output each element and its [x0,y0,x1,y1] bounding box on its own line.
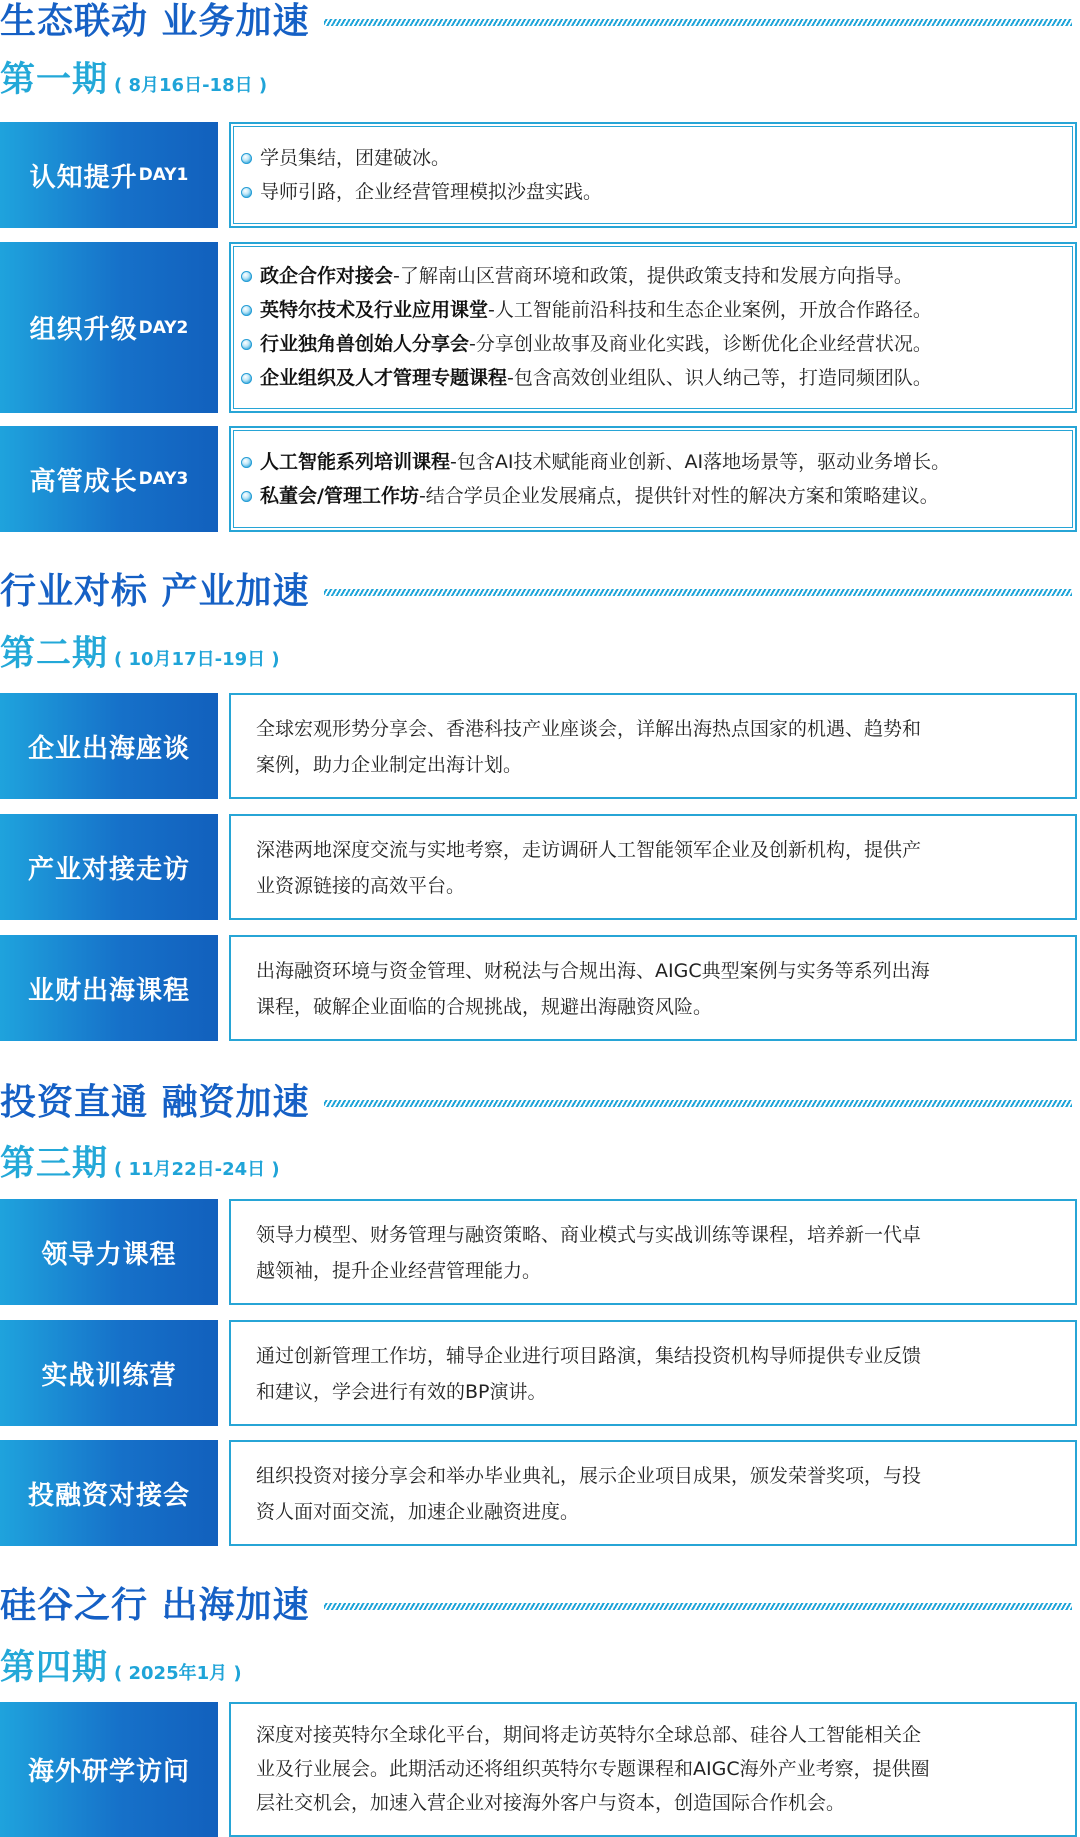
section-divider [324,19,1072,26]
section-title: 硅谷之行 出海加速 [0,1585,310,1626]
text-line: 课程，破解企业面临的合规挑战，规避出海融资风险。 [256,996,713,1018]
list-item [241,327,1069,361]
phase-date: ( 10月17日-19日 ) [114,649,280,670]
text-line: 和建议，学会进行有效的BP演讲。 [256,1381,547,1403]
row-label: 实战训练营 [0,1320,218,1426]
text-line: 层社交机会，加速入营企业对接海外客户与资本，创造国际合作机会。 [256,1792,846,1814]
row-description [256,1217,1057,1289]
phase-title: 第二期 [0,634,109,674]
section-header-3 [0,1081,1080,1125]
schedule-row-day1 [0,122,1080,228]
phase-heading-4 [0,1646,242,1690]
schedule-row-day2 [0,242,1080,413]
row-description [256,711,1057,783]
row-description [256,1718,1057,1820]
row-content [229,122,1077,228]
day-tag: DAY3 [138,469,189,489]
phase-date: ( 11月22日-24日 ) [114,1159,280,1180]
text-line: 深港两地深度交流与实地考察，走访调研人工智能领军企业及创新机构，提供产 [256,839,922,861]
row-content [229,242,1077,413]
phase-date: ( 8月16日-18日 ) [114,75,268,96]
row-label-text: 组织升级 [29,315,138,345]
schedule-row [0,1440,1080,1546]
list-item [241,141,1069,175]
item-title: 企业组织及人才管理专题课程 [260,367,508,389]
item-text: -包含高效创业组队、识人纳己等，打造同频团队。 [507,367,932,389]
row-description [256,832,1057,904]
row-label-text: 认知提升 [29,162,138,193]
list-item [241,479,1069,513]
section-title: 生态联动 业务加速 [0,1,310,42]
phase-title: 第三期 [0,1144,109,1184]
schedule-row [0,1702,1080,1837]
schedule-row [0,693,1080,799]
bullet-icon [241,271,252,282]
item-title: 英特尔技术及行业应用课堂 [260,299,489,321]
item-text: -包含AI技术赋能商业创新、AI落地场景等，驱动业务增长。 [450,451,951,473]
bullet-icon [241,373,252,384]
item-text: 学员集结，团建破冰。 [260,147,451,169]
item-text: -分享创业故事及商业化实践，诊断优化企业经营状况。 [469,333,932,355]
list-item [241,293,1069,327]
section-divider [324,1100,1072,1107]
section-divider [324,1603,1072,1610]
row-label [0,122,218,228]
list-item [241,175,1069,209]
row-label: 企业出海座谈 [0,693,218,799]
schedule-row [0,1320,1080,1426]
item-text: -了解南山区营商环境和政策，提供政策支持和发展方向指导。 [393,265,913,287]
section-title: 行业对标 产业加速 [0,571,310,612]
item-title: 私董会/管理工作坊 [260,485,419,507]
text-line: 领导力模型、财务管理与融资策略、商业模式与实战训练等课程，培养新一代卓 [256,1224,922,1246]
schedule-row [0,1199,1080,1305]
phase-heading-3 [0,1142,280,1186]
row-content [229,426,1077,532]
schedule-row [0,935,1080,1041]
bullet-icon [241,153,252,164]
bullet-list [241,141,1069,209]
text-line: 业资源链接的高效平台。 [256,875,466,897]
section-header-4 [0,1584,1080,1628]
list-item [241,361,1069,395]
bullet-icon [241,187,252,198]
schedule-row [0,814,1080,920]
list-item [241,259,1069,293]
text-line: 全球宏观形势分享会、香港科技产业座谈会，详解出海热点国家的机遇、趋势和 [256,718,922,740]
row-content [229,1320,1077,1426]
text-line: 越领袖，提升企业经营管理能力。 [256,1260,542,1282]
row-label-text: 高管成长 [29,466,138,497]
row-description [256,1338,1057,1410]
section-header-2 [0,570,1080,614]
bullet-icon [241,457,252,468]
row-content [229,935,1077,1041]
item-text: -人工智能前沿科技和生态企业案例，开放合作路径。 [488,299,932,321]
text-line: 资人面对面交流，加速企业融资进度。 [256,1501,580,1523]
row-label [0,242,218,413]
item-title: 人工智能系列培训课程 [260,451,451,473]
row-content [229,693,1077,799]
text-line: 业及行业展会。此期活动还将组织英特尔专题课程和AIGC海外产业考察，提供圈 [256,1758,930,1780]
row-content [229,1440,1077,1546]
day-tag: DAY2 [138,317,189,338]
item-text: -结合学员企业发展痛点，提供针对性的解决方案和策略建议。 [418,485,939,507]
day-tag: DAY1 [138,165,189,185]
phase-title: 第一期 [0,60,109,100]
list-item [241,445,1069,479]
row-label [0,426,218,532]
phase-heading-1 [0,58,267,102]
row-content [229,814,1077,920]
item-title: 政企合作对接会 [260,265,394,287]
row-description [256,1458,1057,1530]
section-title: 投资直通 融资加速 [0,1082,310,1123]
section-divider [324,589,1072,596]
item-text: 导师引路，企业经营管理模拟沙盘实践。 [260,181,603,203]
row-label: 投融资对接会 [0,1440,218,1546]
row-description [256,953,1057,1025]
row-label: 业财出海课程 [0,935,218,1041]
text-line: 案例，助力企业制定出海计划。 [256,754,523,776]
row-label: 领导力课程 [0,1199,218,1305]
bullet-icon [241,491,252,502]
row-content [229,1702,1077,1837]
phase-title: 第四期 [0,1648,109,1688]
row-content [229,1199,1077,1305]
row-label: 产业对接走访 [0,814,218,920]
bullet-icon [241,339,252,350]
bullet-list [241,259,1069,395]
row-label: 海外研学访问 [0,1702,218,1837]
text-line: 组织投资对接分享会和举办毕业典礼，展示企业项目成果，颁发荣誉奖项，与投 [256,1465,922,1487]
section-header-1 [0,0,1080,44]
item-title: 行业独角兽创始人分享会 [260,333,470,355]
phase-date: ( 2025年1月 ) [114,1663,242,1684]
text-line: 出海融资环境与资金管理、财税法与合规出海、AIGC典型案例与实务等系列出海 [256,960,930,982]
schedule-row-day3 [0,426,1080,532]
bullet-list [241,445,1069,513]
text-line: 通过创新管理工作坊，辅导企业进行项目路演，集结投资机构导师提供专业反馈 [256,1345,922,1367]
phase-heading-2 [0,632,280,676]
bullet-icon [241,305,252,316]
text-line: 深度对接英特尔全球化平台，期间将走访英特尔全球总部、硅谷人工智能相关企 [256,1724,922,1746]
